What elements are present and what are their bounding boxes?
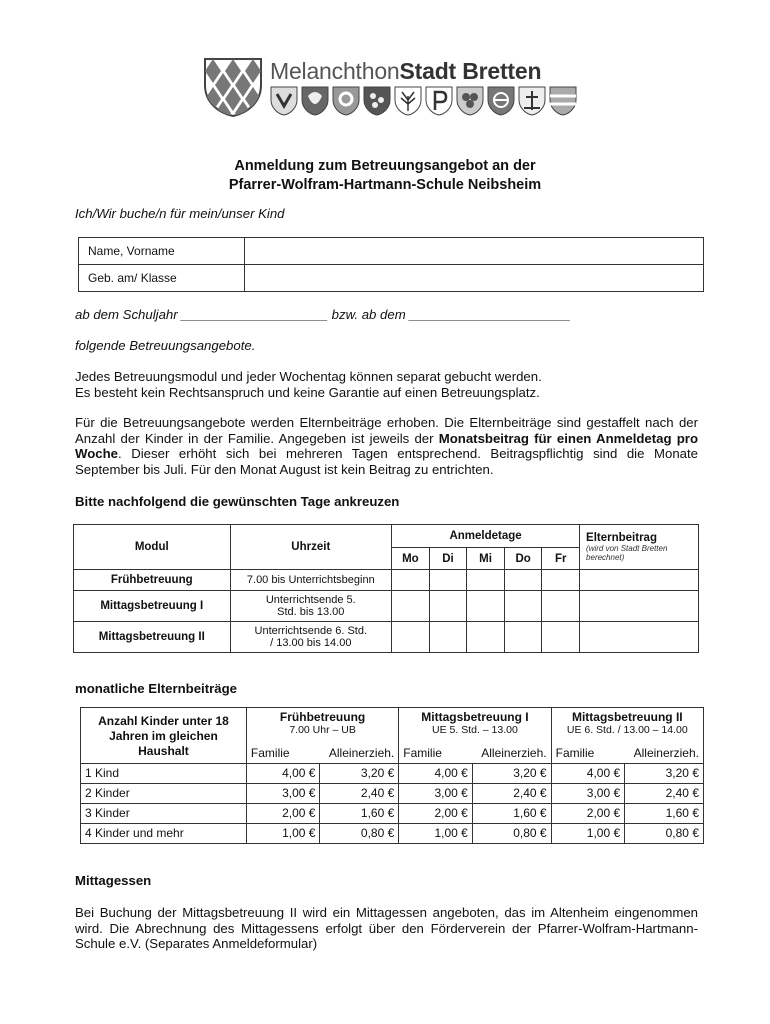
days-heading: Bitte nachfolgend die gewünschten Tage ankreuzen	[75, 494, 400, 509]
fee-value: 1,60 €	[472, 803, 551, 823]
day-checkbox[interactable]	[392, 570, 430, 591]
birthdate-class-field[interactable]	[245, 265, 704, 292]
col-modul: Modul	[74, 525, 231, 570]
col-uhrzeit: Uhrzeit	[230, 525, 392, 570]
day-checkbox[interactable]	[504, 570, 542, 591]
crest-2-icon	[301, 86, 329, 116]
fee-value: 3,00 €	[399, 783, 473, 803]
shield-lozenges-icon	[203, 57, 263, 117]
day-di: Di	[429, 548, 467, 570]
intro-text: Ich/Wir buche/n für mein/unser Kind	[75, 206, 285, 221]
fee-value: 1,60 €	[625, 803, 704, 823]
fee-value: 0,80 €	[472, 823, 551, 843]
sub-familie: Familie	[555, 746, 595, 760]
modul-cell: Mittagsbetreuung I	[74, 591, 231, 622]
school-year-line[interactable]: ab dem Schuljahr ____________________ bzw. ab dem ______________________	[75, 307, 571, 322]
fee-value: 0,80 €	[320, 823, 399, 843]
crest-9-icon	[518, 86, 546, 116]
fee-value: 1,60 €	[320, 803, 399, 823]
table-row	[81, 803, 704, 823]
fee-value: 3,00 €	[551, 783, 625, 803]
day-checkbox[interactable]	[429, 570, 467, 591]
day-mi: Mi	[467, 548, 505, 570]
fee-value: 2,00 €	[246, 803, 320, 823]
row-label: 1 Kind	[81, 763, 247, 783]
crest-8-icon	[487, 86, 515, 116]
fee-value: 2,40 €	[472, 783, 551, 803]
paragraph-modules: Jedes Betreuungsmodul und jeder Wochentag können separat gebucht werden. Es besteht kein Rechtsanspruch und keine Garantie auf einen Betreuungsplatz.	[75, 369, 542, 400]
fee-cell	[580, 591, 699, 622]
fee-value: 0,80 €	[625, 823, 704, 843]
group-fruehbetreuung: Frühbetreuung 7.00 Uhr – UB	[246, 708, 398, 744]
day-checkbox[interactable]	[542, 570, 580, 591]
crest-4-icon	[363, 86, 391, 116]
table-row	[74, 570, 699, 591]
paragraph-fees: Für die Betreuungsangebote werden Elternbeiträge erhoben. Die Elternbeiträge sind gestaffelt nach der Anzahl der Kinder in der Familie. Angegeben ist jeweils der Monatsbeitrag für einen Anmeldetag pro Woche. Dieser erhöht sich bei mehreren Tagen entsprechend. Beitragspflichtig sind die Monate September bis Juli. Für den Monat August ist kein Beitrag zu entrichten.	[75, 415, 698, 477]
child-info-table	[78, 237, 704, 292]
birthdate-class-label: Geb. am/ Klasse	[79, 265, 245, 292]
fee-value: 3,00 €	[246, 783, 320, 803]
day-do: Do	[504, 548, 542, 570]
name-label: Name, Vorname	[79, 238, 245, 265]
fees-heading: monatliche Elternbeiträge	[75, 681, 237, 696]
col-kinder: Anzahl Kinder unter 18 Jahren im gleichen Haushalt	[81, 708, 247, 764]
day-checkbox[interactable]	[542, 622, 580, 653]
sub-allein: Alleinerzieh.	[625, 744, 704, 764]
day-checkbox[interactable]	[429, 591, 467, 622]
fee-value: 2,40 €	[320, 783, 399, 803]
name-field[interactable]	[245, 238, 704, 265]
fee-value: 3,20 €	[625, 763, 704, 783]
crest-3-icon	[332, 86, 360, 116]
day-checkbox[interactable]	[392, 622, 430, 653]
crest-10-icon	[549, 86, 577, 116]
fee-value: 3,20 €	[472, 763, 551, 783]
table-row	[81, 763, 704, 783]
modul-cell: Mittagsbetreuung II	[74, 622, 231, 653]
logo-wordmark: MelanchthonStadt Bretten	[270, 58, 542, 84]
col-elternbeitrag: Elternbeitrag (wird von Stadt Bretten berechnet)	[580, 525, 699, 570]
day-checkbox[interactable]	[467, 570, 505, 591]
day-fr: Fr	[542, 548, 580, 570]
fee-cell	[580, 570, 699, 591]
day-checkbox[interactable]	[504, 622, 542, 653]
crest-6-icon	[425, 86, 453, 116]
table-row	[74, 622, 699, 653]
day-checkbox[interactable]	[392, 591, 430, 622]
sub-familie: Familie	[403, 746, 442, 760]
fee-value: 4,00 €	[551, 763, 625, 783]
group-mittagsbetreuung-2: Mittagsbetreuung II UE 6. Std. / 13.00 – 14.00	[551, 708, 703, 744]
fee-value: 4,00 €	[246, 763, 320, 783]
sub-allein: Alleinerzieh.	[320, 744, 399, 764]
sub-familie: Familie	[246, 744, 320, 764]
day-checkbox[interactable]	[467, 591, 505, 622]
row-label: 2 Kinder	[81, 783, 247, 803]
lunch-heading: Mittagessen	[75, 873, 152, 888]
fee-value: 2,40 €	[625, 783, 704, 803]
page-title: Anmeldung zum Betreuungsangebot an der Pfarrer-Wolfram-Hartmann-Schule Neibsheim	[228, 158, 542, 193]
lunch-text: Bei Buchung der Mittagsbetreuung II wird ein Mittagessen angeboten, das im Altenheim eingenommen wird. Die Abrechnung des Mittagessens erfolgt über den Förderverein der Pfarrer-Wolfram-Hartmann-Schule e.V. (Separates Anmeldeformular)	[75, 905, 698, 951]
uhrzeit-cell: 7.00 bis Unterrichtsbeginn	[230, 570, 392, 591]
day-checkbox[interactable]	[504, 591, 542, 622]
crest-1-icon	[270, 86, 298, 116]
fee-value: 2,00 €	[551, 803, 625, 823]
table-row	[74, 591, 699, 622]
row-label: 4 Kinder und mehr	[81, 823, 247, 843]
table-row	[81, 823, 704, 843]
days-table	[73, 524, 699, 653]
fee-cell	[580, 622, 699, 653]
day-checkbox[interactable]	[429, 622, 467, 653]
fee-table	[80, 707, 704, 844]
modul-cell: Frühbetreuung	[74, 570, 231, 591]
crest-5-icon	[394, 86, 422, 116]
fee-value: 2,00 €	[399, 803, 473, 823]
crest-7-icon	[456, 86, 484, 116]
fee-value: 1,00 €	[399, 823, 473, 843]
fee-value: 1,00 €	[551, 823, 625, 843]
sub-allein: Alleinerzieh.	[472, 744, 551, 764]
day-mo: Mo	[392, 548, 430, 570]
col-anmeldetage: Anmeldetage	[392, 525, 580, 548]
crest-row	[270, 86, 577, 116]
day-checkbox[interactable]	[467, 622, 505, 653]
uhrzeit-cell: Unterrichtsende 5. Std. bis 13.00	[230, 591, 392, 622]
row-label: 3 Kinder	[81, 803, 247, 823]
fee-value: 3,20 €	[320, 763, 399, 783]
group-mittagsbetreuung-1: Mittagsbetreuung I UE 5. Std. – 13.00	[399, 708, 551, 744]
day-checkbox[interactable]	[542, 591, 580, 622]
uhrzeit-cell: Unterrichtsende 6. Std. / 13.00 bis 14.00	[230, 622, 392, 653]
table-row	[81, 783, 704, 803]
fee-value: 1,00 €	[246, 823, 320, 843]
fee-value: 4,00 €	[399, 763, 473, 783]
offers-line: folgende Betreuungsangebote.	[75, 338, 256, 353]
